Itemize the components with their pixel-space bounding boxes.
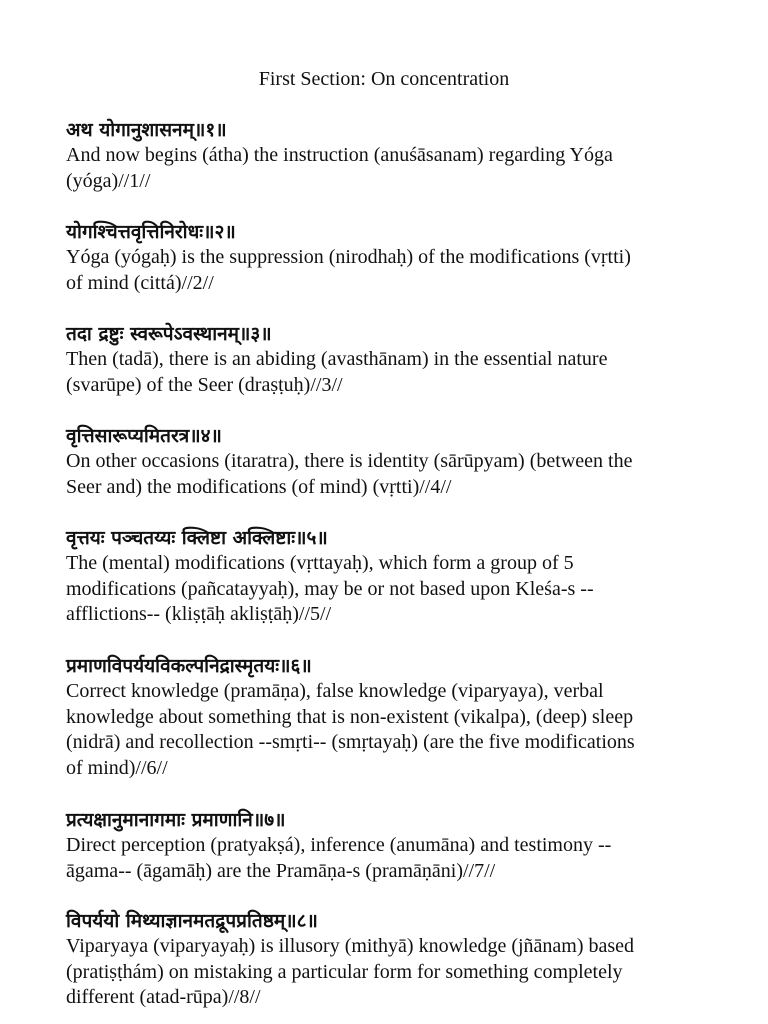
verse-2 xyxy=(66,219,706,296)
verse-1 xyxy=(66,117,706,194)
translation-line: (nidrā) and recollection --smṛti-- (smṛtayaḥ) (are the five modifications xyxy=(66,731,635,753)
translation-text xyxy=(66,143,706,194)
translation-text xyxy=(66,245,706,296)
translation-line: (yóga)//1// xyxy=(66,169,151,192)
translation-text xyxy=(66,934,706,1011)
translation-text xyxy=(66,347,706,398)
translation-line: āgama-- (āgamāḥ) are the Pramāṇa-s (pramāṇāni)//7// xyxy=(66,859,496,882)
sanskrit-text: प्रत्यक्षानुमानागमाः प्रमाणानि॥७॥ xyxy=(66,809,286,831)
translation-line: Correct knowledge (pramāṇa), false knowledge (viparyaya), verbal xyxy=(66,680,604,702)
translation-line: afflictions-- (kliṣṭāḥ akliṣṭāḥ)//5// xyxy=(66,603,332,625)
sanskrit-text: वृत्तयः पञ्चतय्यः क्लिष्टा अक्लिष्टाः॥५॥ xyxy=(66,527,328,549)
translation-line: Direct perception (pratyakṣá), inference (anumāna) and testimony -- xyxy=(66,834,612,856)
translation-line: And now begins (átha) the instruction (anuśāsanam) regarding Yóga xyxy=(66,144,613,166)
translation-line: of mind (cittá)//2// xyxy=(66,271,214,294)
section-title: First Section: On concentration xyxy=(258,68,510,90)
translation-line: (svarūpe) of the Seer (draṣṭuḥ)//3// xyxy=(66,373,343,396)
translation-line: of mind)//6// xyxy=(66,756,168,779)
translation-line: The (mental) modifications (vṛttayaḥ), which form a group of 5 xyxy=(66,552,574,574)
translation-text xyxy=(66,679,706,781)
translation-line: knowledge about something that is non-existent (vikalpa), (deep) sleep xyxy=(66,705,634,728)
translation-line: Then (tadā), there is an abiding (avasthānam) in the essential nature xyxy=(66,348,608,370)
sanskrit-text: तदा द्रष्टुः स्वरूपेऽवस्थानम्॥३॥ xyxy=(66,323,272,345)
verse-7 xyxy=(66,807,706,884)
translation-line: modifications (pañcatayyaḥ), may be or not based upon Kleśa-s -- xyxy=(66,577,594,600)
translation-text xyxy=(66,833,706,884)
translation-line: Yóga (yógaḥ) is the suppression (nirodhaḥ) of the modifications (vṛtti) xyxy=(66,246,631,268)
verse-4 xyxy=(66,423,706,500)
verse-5 xyxy=(66,525,706,628)
translation-text xyxy=(66,551,706,628)
translation-line: different (atad-rūpa)//8// xyxy=(66,986,261,1008)
sanskrit-text: अथ योगानुशासनम्॥१॥ xyxy=(66,119,227,141)
translation-text xyxy=(66,449,706,500)
sanskrit-text: विपर्ययो मिथ्याज्ञानमतद्रूपप्रतिष्ठम्॥८॥ xyxy=(66,910,318,932)
sanskrit-text: योगश्चित्तवृत्तिनिरोधः॥२॥ xyxy=(66,221,236,243)
translation-line: Viparyaya (viparyayaḥ) is illusory (mithyā) knowledge (jñānam) based xyxy=(66,935,635,957)
verse-3 xyxy=(66,321,706,398)
sanskrit-text: प्रमाणविपर्ययविकल्पनिद्रास्मृतयः॥६॥ xyxy=(66,655,312,677)
verse-6 xyxy=(66,653,706,781)
sanskrit-text: वृत्तिसारूप्यमितरत्र॥४॥ xyxy=(66,425,222,447)
verse-8 xyxy=(66,908,706,1011)
translation-line: On other occasions (itaratra), there is identity (sārūpyam) (between the xyxy=(66,450,633,472)
translation-line: (pratiṣṭhám) on mistaking a particular form for something completely xyxy=(66,960,623,983)
translation-line: Seer and) the modifications (of mind) (vṛtti)//4// xyxy=(66,475,452,498)
